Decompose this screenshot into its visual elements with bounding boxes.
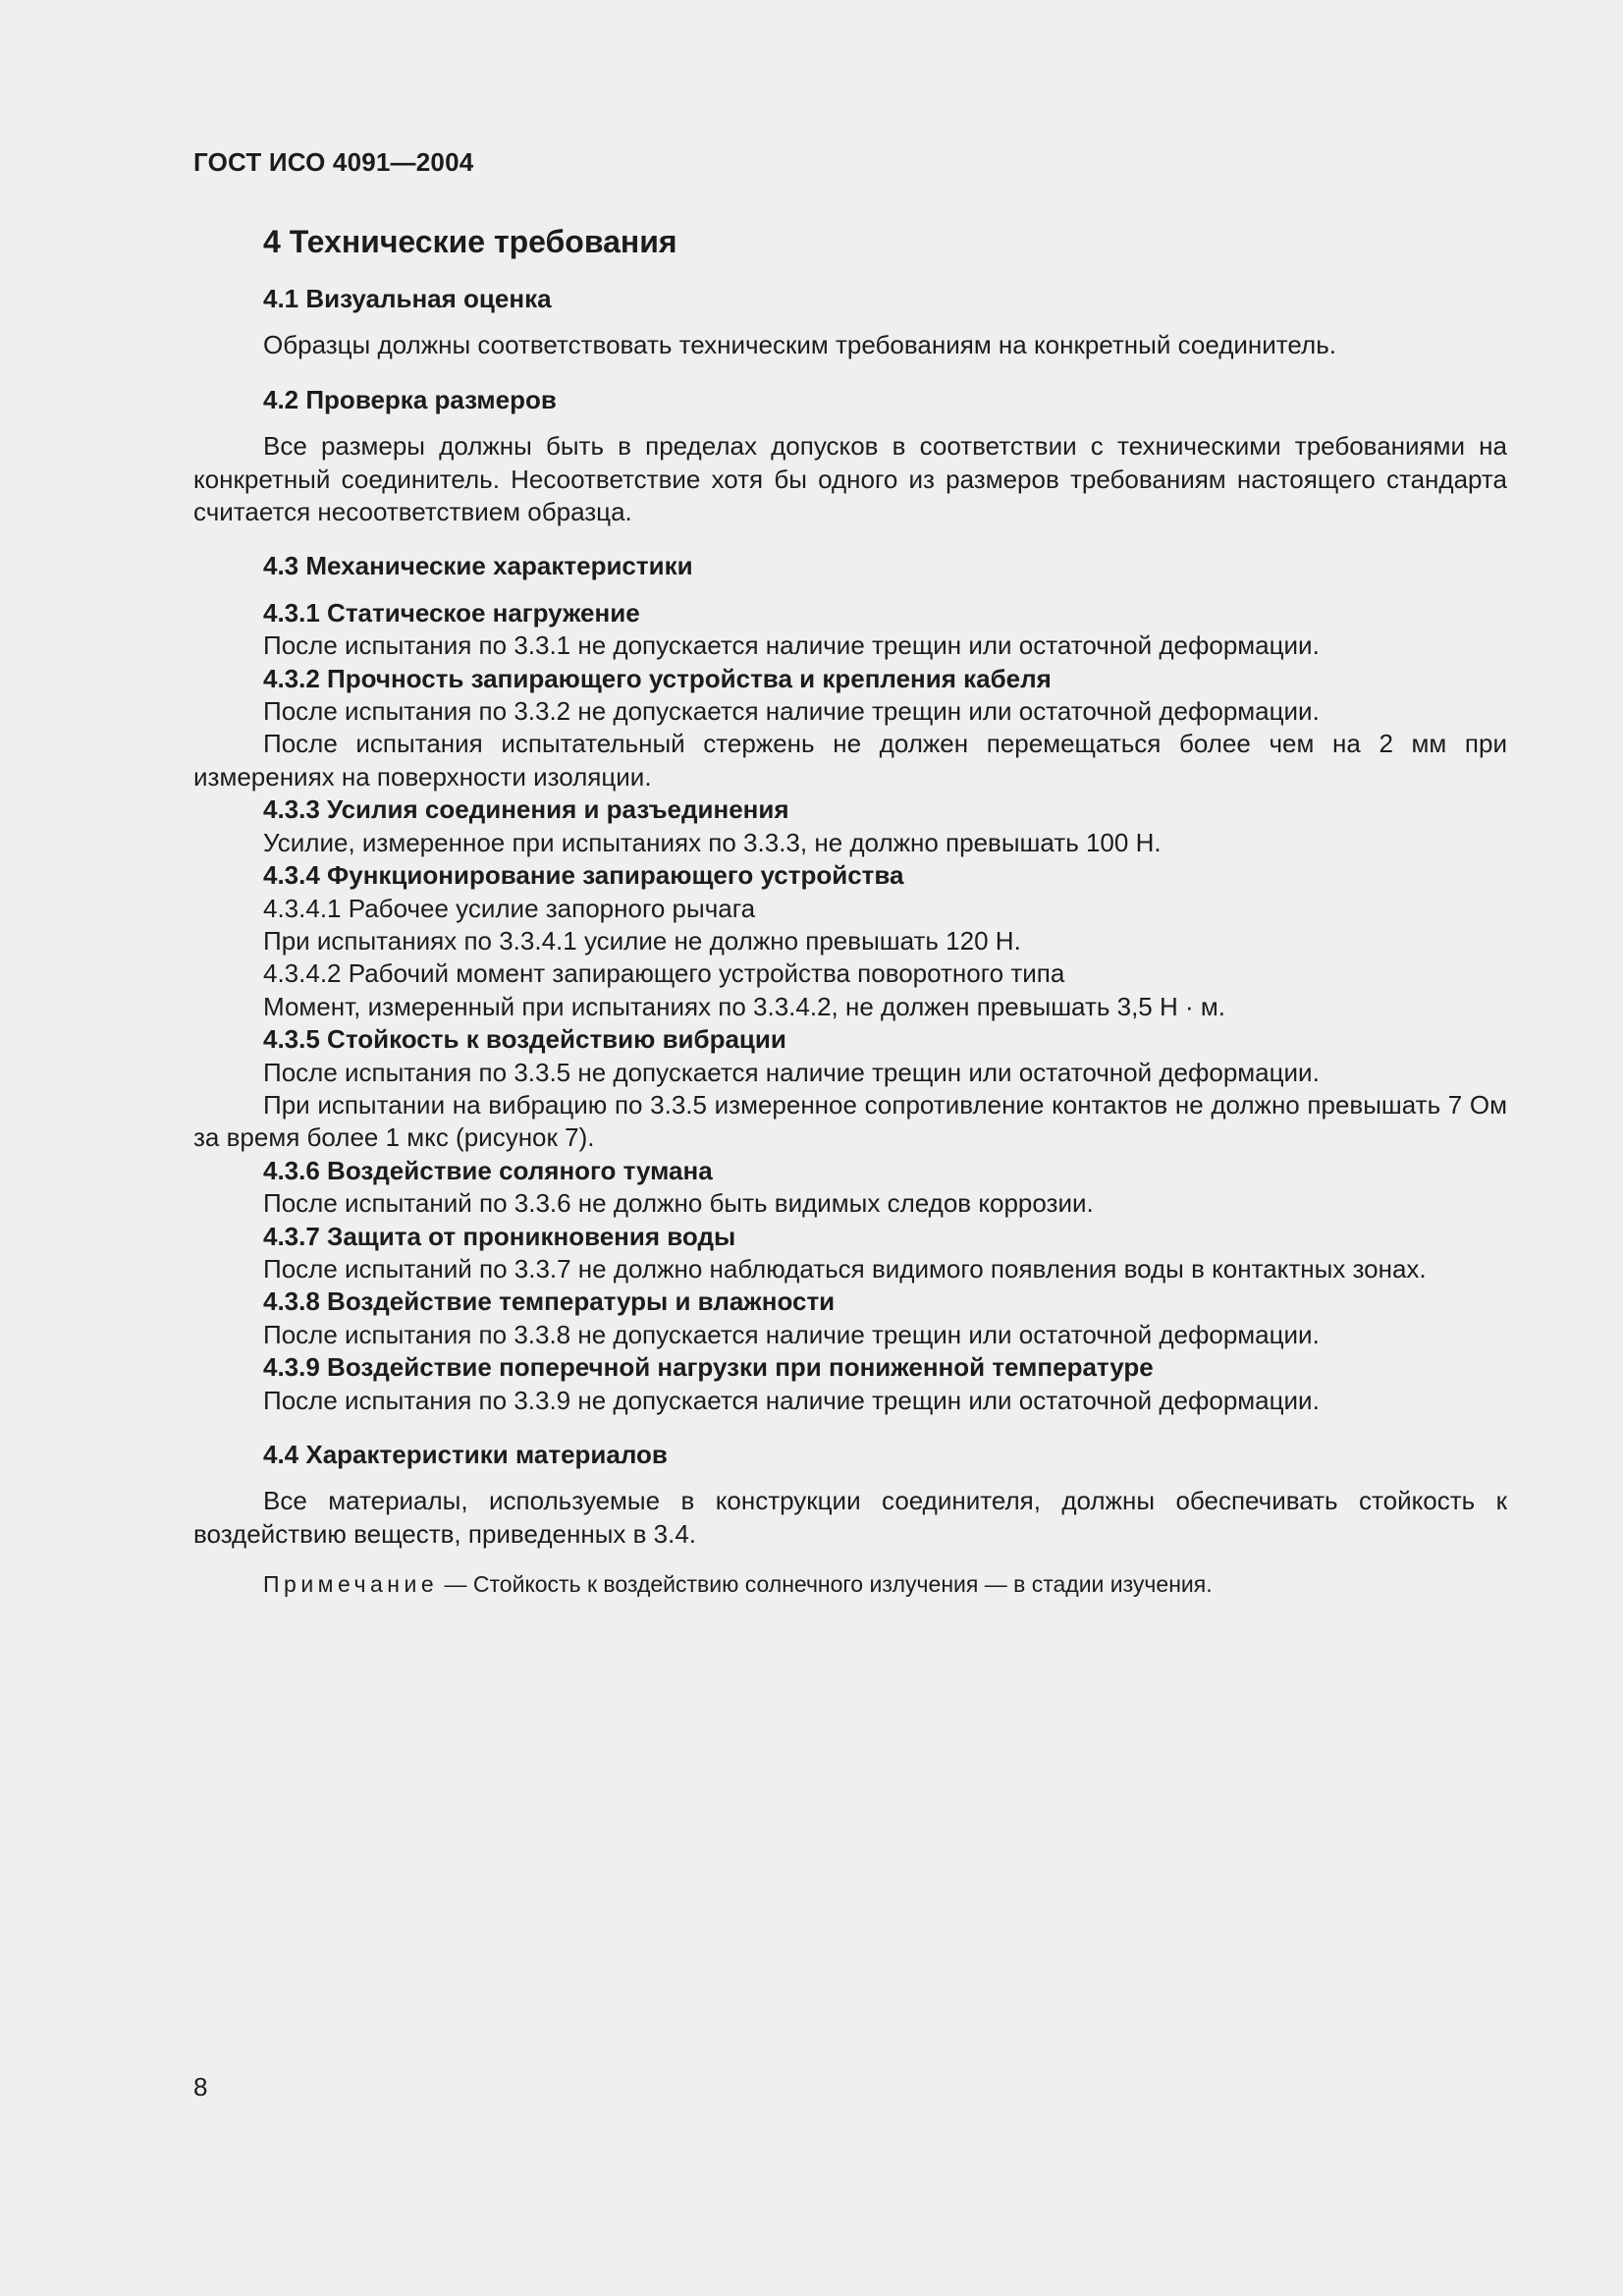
section-4-3-5-text-2: При испытании на вибрацию по 3.3.5 измеренное сопротивление контактов не должно превышать 7 Ом за время более 1 мкс (рисунок 7). xyxy=(193,1089,1507,1153)
section-4-3-4-2-title: 4.3.4.2 Рабочий момент запирающего устройства поворотного типа xyxy=(263,958,1065,989)
note-lead: Примечание xyxy=(263,1571,439,1598)
section-4-3-6-text: После испытаний по 3.3.6 не должно быть видимых следов коррозии. xyxy=(263,1188,1094,1219)
section-4-2-text: Все размеры должны быть в пределах допусков в соответствии с техническими требованиями на конкретный соединитель. Несоответствие хотя бы одного из размеров требованиям настоящего стандарта считается несоответствием образца. xyxy=(193,431,1507,527)
note xyxy=(193,1568,1507,1601)
section-4-3-2-text-1: После испытания по 3.3.2 не допускается наличие трещин или остаточной деформации. xyxy=(263,696,1320,727)
section-4-3-6-title: 4.3.6 Воздействие соляного тумана xyxy=(263,1155,713,1185)
section-4-3-1-title: 4.3.1 Статическое нагружение xyxy=(263,597,640,628)
section-4-3-1-text: После испытания по 3.3.1 не допускается наличие трещин или остаточной деформации. xyxy=(263,630,1320,661)
section-4-3-2-text-2: После испытания испытательный стержень не должен перемещаться более чем на 2 мм при измерениях на поверхности изоляции. xyxy=(193,729,1507,792)
section-4-3-4-1-text: При испытаниях по 3.3.4.1 усилие не должно превышать 120 Н. xyxy=(263,925,1021,956)
section-4-3-4-title: 4.3.4 Функционирование запирающего устройства xyxy=(263,860,904,891)
section-4-3-title: 4.3 Механические характеристики xyxy=(263,551,693,581)
section-4-3-5-text-1: После испытания по 3.3.5 не допускается наличие трещин или остаточной деформации. xyxy=(263,1057,1320,1087)
section-4-title: 4 Технические требования xyxy=(263,224,677,259)
section-4-4-text: Все материалы, используемые в конструкции соединителя, должны обеспечивать стойкость к воздействию веществ, приведенных в 3.4. xyxy=(193,1486,1507,1549)
document-body xyxy=(193,222,1507,1602)
section-4-3-8-text: После испытания по 3.3.8 не допускается наличие трещин или остаточной деформации. xyxy=(263,1319,1320,1349)
section-4-3-8-title: 4.3.8 Воздействие температуры и влажности xyxy=(263,1286,836,1317)
section-4-1-title: 4.1 Визуальная оценка xyxy=(263,284,552,313)
page-number: 8 xyxy=(193,2072,208,2102)
section-4-3-3-title: 4.3.3 Усилия соединения и разъединения xyxy=(263,794,789,825)
section-4-3-7-title: 4.3.7 Защита от проникновения воды xyxy=(263,1221,736,1251)
section-4-3-7-text: После испытаний по 3.3.7 не должно наблюдаться видимого появления воды в контактных зонах. xyxy=(263,1253,1427,1284)
section-4-3-9-title: 4.3.9 Воздействие поперечной нагрузки при пониженной температуре xyxy=(263,1352,1154,1383)
section-4-1-text: Образцы должны соответствовать техническим требованиям на конкретный соединитель. xyxy=(263,330,1336,360)
section-4-2-title: 4.2 Проверка размеров xyxy=(263,384,557,414)
section-4-3-4-2-text: Момент, измеренный при испытаниях по 3.3.4.2, не должен превышать 3,5 Н · м. xyxy=(263,991,1225,1021)
section-4-3-9-text: После испытания по 3.3.9 не допускается наличие трещин или остаточной деформации. xyxy=(263,1385,1320,1415)
section-4-3-3-text: Усилие, измеренное при испытаниях по 3.3.3, не должно превышать 100 Н. xyxy=(263,827,1162,857)
section-4-3-2-title: 4.3.2 Прочность запирающего устройства и крепления кабеля xyxy=(263,663,1052,693)
document-header: ГОСТ ИСО 4091—2004 xyxy=(193,147,474,177)
section-4-3-5-title: 4.3.5 Стойкость к воздействию вибрации xyxy=(263,1024,786,1055)
section-4-3-4-1-title: 4.3.4.1 Рабочее усилие запорного рычага xyxy=(263,893,756,923)
note-text: — Стойкость к воздействию солнечного излучения — в стадии изучения. xyxy=(438,1571,1213,1598)
section-4-4-title: 4.4 Характеристики материалов xyxy=(263,1440,668,1469)
